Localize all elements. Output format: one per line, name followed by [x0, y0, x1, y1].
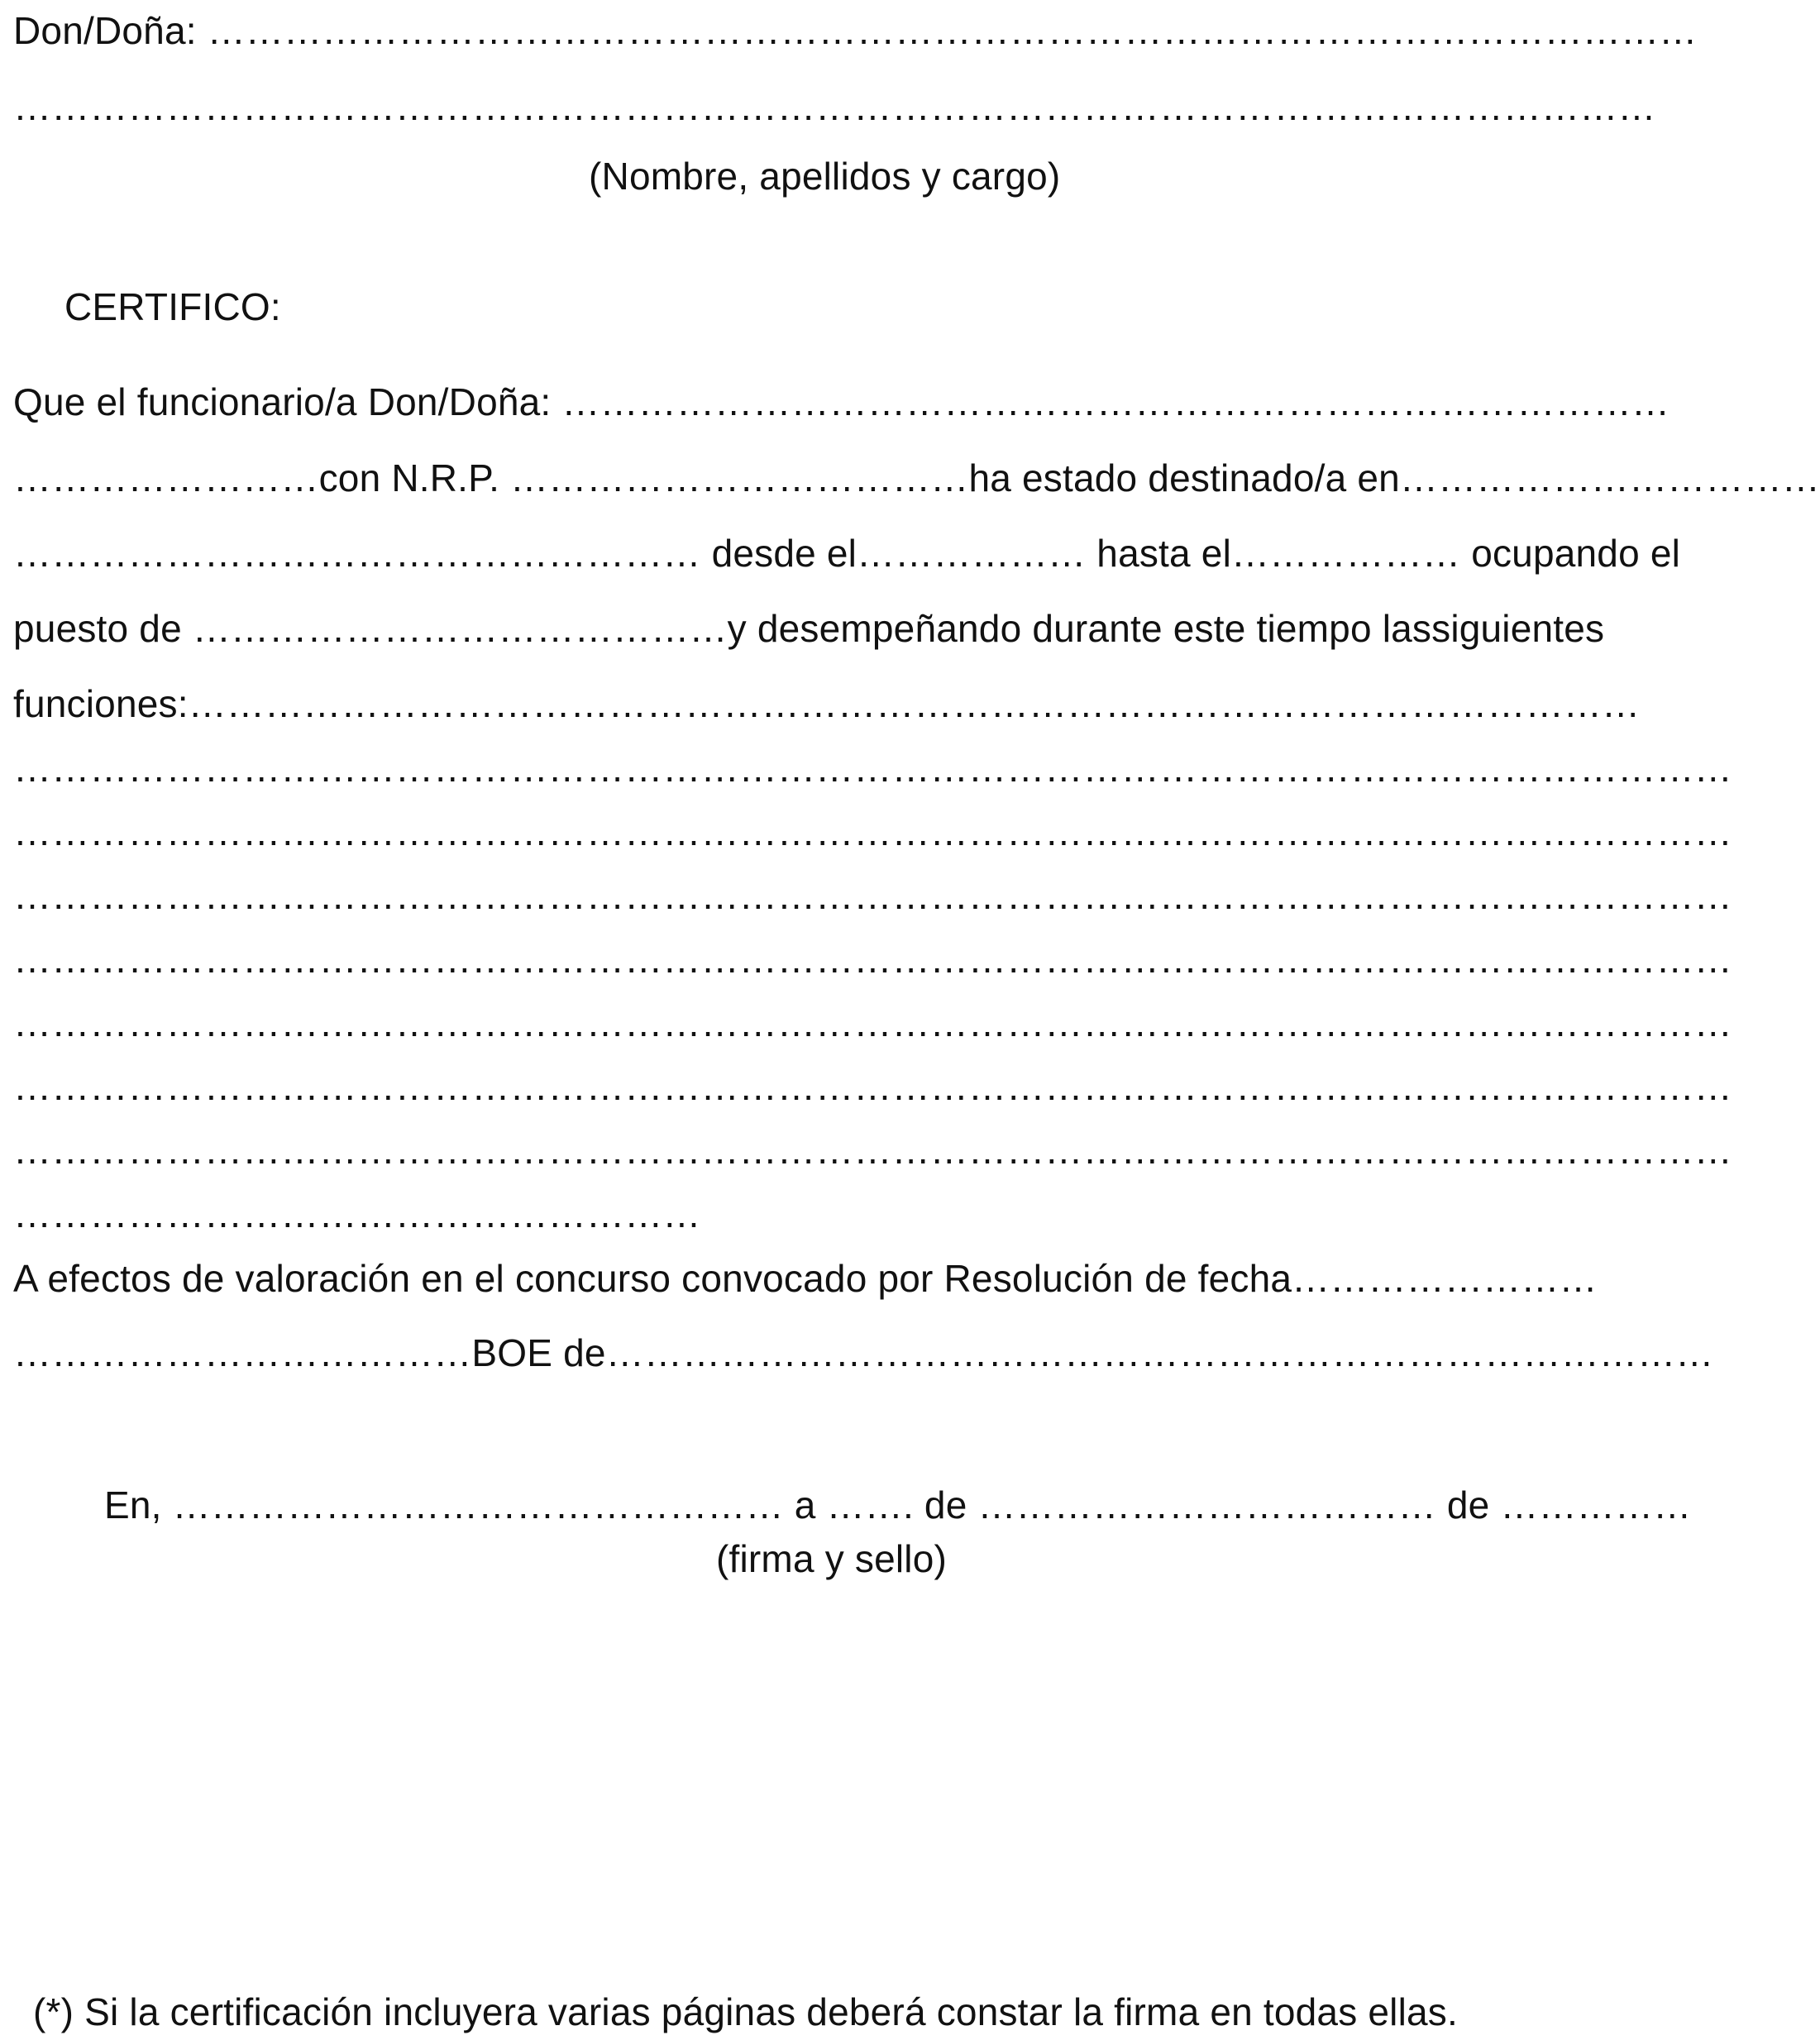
footnote: (*) Si la certificación incluyera varias páginas deberá constar la firma en todas ellas.	[33, 1990, 1458, 2033]
dotted-line: ………………………………………………………………………………………………………………………	[13, 874, 1732, 917]
siguientes-text: siguientes	[1431, 607, 1605, 650]
signature-caption: (firma y sello)	[716, 1537, 948, 1580]
boe-line	[13, 1331, 1714, 1374]
dotted-line: ………………………………………………………………………………………………………………………	[13, 1129, 1732, 1172]
dotted-line: ………………………………………………………………………………………………………………………	[13, 1001, 1732, 1044]
dates-line	[13, 532, 1681, 575]
destino-dots: ……………………………	[1399, 456, 1820, 499]
valoracion-text: A efectos de valoración en el concurso convocado por Resolución de fecha	[13, 1257, 1292, 1300]
place-date-line: En, ………………………………………… a ……. de ……………………………… de ……………	[104, 1483, 1692, 1526]
certifico-heading: CERTIFICO:	[64, 285, 281, 328]
name-caption: (Nombre, apellidos y cargo)	[589, 155, 1061, 198]
nrp-text: ……………………con N.R.P. ………………………………ha estado destinado/a en	[13, 456, 1400, 499]
don-dona-field: Don/Doña: ………………………………………………………………………………………………………	[13, 9, 1698, 52]
dotted-line: ………………………………………………………………………………………………………………………	[13, 938, 1732, 981]
nrp-line	[13, 456, 1820, 499]
funcionario-line: Que el funcionario/a Don/Doña: ……………………………………………………………………………	[13, 380, 1670, 423]
puesto-line	[13, 607, 1605, 650]
fecha-dots: ……………………	[1292, 1257, 1598, 1300]
valoracion-line	[13, 1257, 1598, 1300]
puesto-text: puesto de ……………………………………y desempeñando durante este tiempo las	[13, 607, 1432, 650]
funciones-line: funciones:……………………………………………………………………………………………………	[13, 682, 1641, 725]
dotted-line: ………………………………………………………………………………………………………………………	[13, 747, 1732, 790]
dotted-line: ………………………………………………………………………………………………………………………	[13, 810, 1732, 853]
boe-text: ………………………………BOE de	[13, 1331, 606, 1374]
hasta-text: ……………… hasta el	[857, 532, 1232, 575]
dotted-line: ………………………………………………………………………………………………………………………	[13, 1065, 1732, 1108]
boe-dots: ……………………………………………………………………………	[605, 1331, 1714, 1374]
dotted-line: …………………………………………………………………………………………………………………	[13, 85, 1656, 128]
dotted-line: ………………………………………………	[13, 1192, 701, 1235]
ocupando-text: ……………… ocupando el	[1231, 532, 1681, 575]
desde-text: ……………………………………………… desde el	[13, 532, 857, 575]
